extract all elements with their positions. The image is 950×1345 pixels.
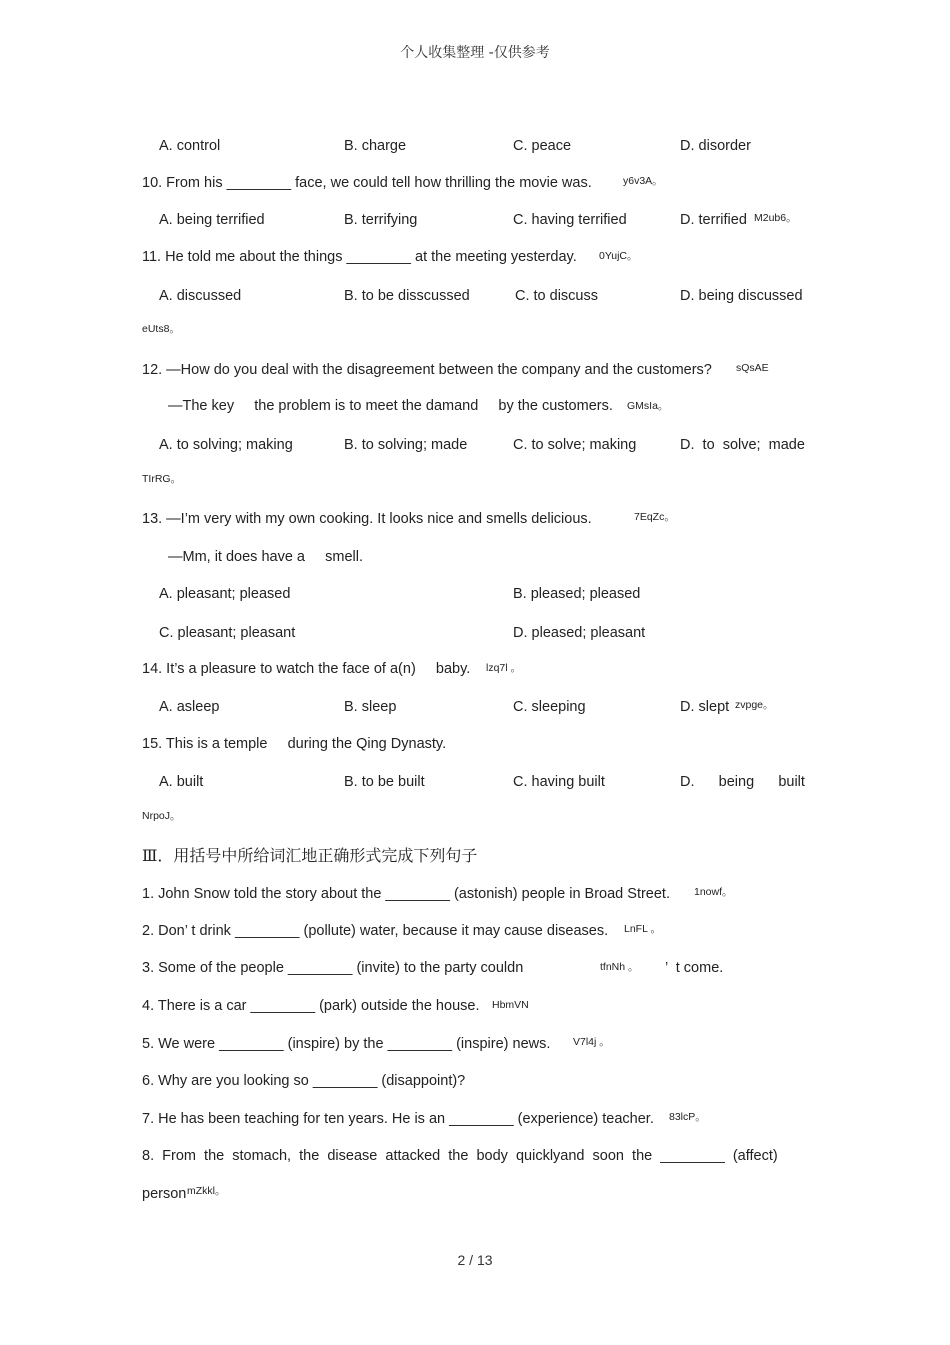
- page-number: 2 / 13: [457, 1252, 493, 1268]
- q15-option-a: A. built: [159, 774, 204, 790]
- q14-option-c: C. sleeping: [513, 699, 586, 715]
- q13-stem: 13. —I’m very with my own cooking. It looks nice and smells delicious.: [142, 511, 592, 527]
- item-8-note: mZkkl。: [187, 1185, 226, 1197]
- q13-note: 7EqZc。: [634, 511, 675, 523]
- q12-option-d: D. to solve; made: [680, 437, 805, 453]
- q15-option-d: D. being built: [680, 774, 805, 790]
- item-2: 2. Don’ t drink ________ (pollute) water, because it may cause diseases.: [142, 923, 609, 939]
- q9-option-b: B. charge: [344, 138, 407, 154]
- q12-note-b: GMsIa。: [627, 400, 669, 412]
- q14-option-a: A. asleep: [159, 699, 220, 715]
- item-1: 1. John Snow told the story about the ________ (astonish) people in Broad Street.: [142, 886, 670, 902]
- q12-note: sQsAE: [736, 362, 769, 374]
- q11-stem: 11. He told me about the things ________ at the meeting yesterday.: [142, 249, 577, 265]
- q10-option-b: B. terrifying: [344, 212, 418, 228]
- item-4: 4. There is a car ________ (park) outside the house.: [142, 998, 480, 1014]
- q12-stem: 12. —How do you deal with the disagreement between the company and the customers?: [142, 362, 712, 378]
- q9-option-d: D. disorder: [680, 138, 751, 154]
- section-title: Ⅲ．用括号中所给词汇地正确形式完成下列句子: [142, 846, 478, 865]
- q11-option-c: C. to discuss: [515, 288, 598, 304]
- q12-note2: TIrRG。: [142, 473, 182, 485]
- item-4-note: HbmVN: [492, 999, 529, 1011]
- item-8-cont: person: [142, 1186, 187, 1202]
- item-7: 7. He has been teaching for ten years. He is an ________ (experience) teacher.: [142, 1111, 654, 1127]
- q14-note: lzq7l 。: [486, 662, 522, 674]
- q12-option-a: A. to solving; making: [159, 437, 293, 453]
- q14-note2: zvpge。: [735, 699, 774, 711]
- page-header: 个人收集整理 -仅供参考: [400, 45, 550, 61]
- q11-option-a: A. discussed: [159, 288, 242, 304]
- q13-option-d: D. pleased; pleasant: [513, 625, 646, 641]
- q11-note2: eUts8。: [142, 323, 180, 335]
- item-7-note: 83lcP。: [669, 1111, 706, 1123]
- q12-stem2: —The key the problem is to meet the damand by the customers.: [168, 398, 613, 414]
- q10-option-d: D. terrified: [680, 212, 747, 228]
- q15-option-b: B. to be built: [344, 774, 425, 790]
- item-5: 5. We were ________ (inspire) by the ________ (inspire) news.: [142, 1036, 551, 1052]
- item-8: 8. From the stomach, the disease attacked the body quicklyand soon the ________ (affect): [142, 1148, 778, 1164]
- q10-option-c: C. having terrified: [513, 212, 627, 228]
- q9-option-c: C. peace: [513, 138, 572, 154]
- q14-option-b: B. sleep: [344, 699, 397, 715]
- q10-note2: M2ub6。: [754, 212, 797, 224]
- item-3-note: tfnNh 。: [600, 961, 639, 973]
- q11-note: 0YujC。: [599, 250, 638, 262]
- q14-option-d: D. slept: [680, 699, 730, 715]
- item-1-note: 1nowf。: [694, 886, 733, 898]
- q12-option-c: C. to solve; making: [513, 437, 637, 453]
- item-5-note: V7l4j 。: [573, 1036, 610, 1048]
- q13-stem2: —Mm, it does have a smell.: [168, 549, 364, 565]
- q13-option-c: C. pleasant; pleasant: [159, 625, 296, 641]
- q14-stem: 14. It’s a pleasure to watch the face of a(n) baby.: [142, 661, 471, 677]
- q10-stem: 10. From his ________ face, we could tell how thrilling the movie was.: [142, 175, 592, 191]
- q10-option-a: A. being terrified: [159, 212, 265, 228]
- item-3-tail: ’ t come.: [665, 960, 724, 976]
- q13-option-a: A. pleasant; pleased: [159, 586, 291, 602]
- q9-option-a: A. control: [159, 138, 221, 154]
- q11-option-b: B. to be disscussed: [344, 288, 470, 304]
- item-2-note: LnFL 。: [624, 923, 661, 935]
- q11-option-d: D. being discussed: [680, 288, 803, 304]
- item-6: 6. Why are you looking so ________ (disappoint)?: [142, 1073, 466, 1089]
- q10-note: y6v3A。: [623, 175, 663, 187]
- item-3: 3. Some of the people ________ (invite) to the party couldn: [142, 960, 524, 976]
- q12-option-b: B. to solving; made: [344, 437, 468, 453]
- q15-stem: 15. This is a temple during the Qing Dynasty.: [142, 736, 447, 752]
- q15-option-c: C. having built: [513, 774, 605, 790]
- q13-option-b: B. pleased; pleased: [513, 586, 641, 602]
- q15-note2: NrpoJ。: [142, 810, 181, 822]
